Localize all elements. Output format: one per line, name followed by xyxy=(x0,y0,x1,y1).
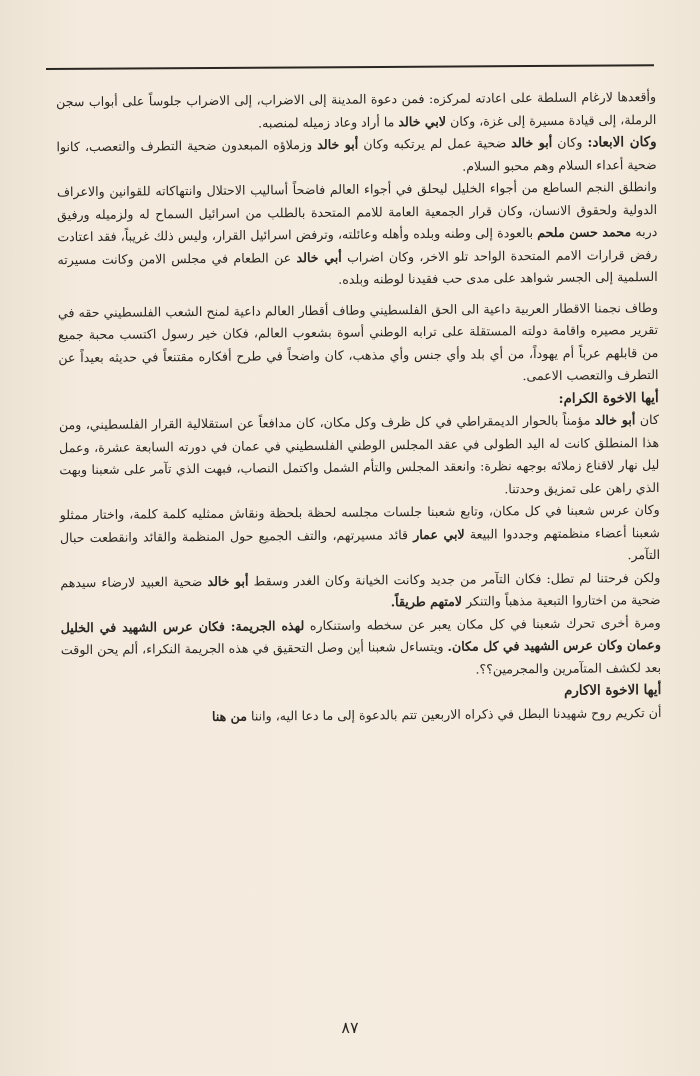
text-run: مؤمناً بالحوار الديمقراطي في كل ظرف وكل مكان، كان مدافعاً عن استقلالية القرار الفلسطيني، ومن هذا المنطلق كانت له اليد الطولى في عقد المجلس الوطني الفلسطيني في عمان في دورته السابعة عشرة، وعمل ليل نهار لاقناع زملائه بوجهه نظرة: وانعقد المجلس والتأم الشمل واكتمل النصاب، فبهت الذي تآمر على شعبنا وبهت الذي راهن على تمزيق وحدتنا. xyxy=(58,412,660,496)
paragraph xyxy=(60,499,661,572)
text-run: ويتساءل شعبنا أين وصل التحقيق في هذه الجريمة النكراء، ألم يحن الوقت بعد لكشف المتآمرين والمجرمين؟؟. xyxy=(60,638,662,677)
bold-text: محمد حسن ملحم xyxy=(537,224,632,241)
text-run: كان xyxy=(635,411,659,428)
bold-text: لامتهم طريقاً. xyxy=(390,593,463,610)
bold-text: أبي خالد xyxy=(296,249,342,265)
text-run: أن تكريم روح شهيدنا البطل في ذكراه الاربعين تتم بالدعوة إلى ما دعا اليه، واننا xyxy=(246,704,662,724)
text-run: وانطلق النجم الساطع من أجواء الخليل ليحلق في أجواء العالم فاضحاً أساليب الاحتلال وانتهاكاته للقوانين والاعراف الدولية ولحقوق الانسان، وكان قرار الجمعية العامة للامم المتحدة بالطلب من اسرائيل السماح له ولزميله ورفيق دربه xyxy=(56,178,658,240)
paragraph xyxy=(60,566,660,616)
text-run: وكان عرس شعبنا في كل مكان، وتابع شعبنا جلسات مجلسه لحظة بلحظة ونقاش ممثليه كلمة كلمة، واختار ممثلو شعبنا أعضاء منظمتهم وجددوا البيعة xyxy=(59,501,660,542)
bold-text: من هنا xyxy=(211,708,247,724)
paragraph xyxy=(56,86,656,136)
paragraph xyxy=(61,701,661,729)
bold-text: أبو خالد xyxy=(207,573,249,589)
text-run: عن الطعام في مجلس الامن وكانت مسيرته السلمية إلى الجسر شواهد على مدى حب فقيدنا لوطنه وبلده. xyxy=(57,249,658,287)
text-run: وأقعدها لارغام السلطة على اعادته لمركزه: فمن دعوة المدينة إلى الاضراب، إلى الاضراب جلوساً على أبواب سجن الرملة، إلى قيادة مسيرة إلى غزة، وكان xyxy=(56,88,657,129)
bold-text: أبو خالد xyxy=(594,412,636,428)
header-rule xyxy=(46,64,654,70)
text-run: وزملاؤه المبعدون ضحية التطرف والتعصب، كانوا ضحية أعداء السلام وهم محبو السلام. xyxy=(56,136,657,174)
text-run: ولكن فرحتنا لم تطل: فكان التآمر من جديد وكانت الخيانة وكان الغدر وسقط xyxy=(248,569,661,589)
heading-text: أيها الاخوة الاكارم xyxy=(564,681,662,699)
text-run: بالعودة إلى وطنه وبلده وأهله وعائلته، وترفض اسرائيل القرار، وليس ذلك غريباً، فقد اعتادت رفض قرارات الامم المتحدة الواحد تلو الاخر، وكان اضراب xyxy=(57,225,658,265)
paragraph xyxy=(56,131,656,181)
bold-text: لابي عمار xyxy=(413,526,465,542)
text-run: قائد مسيرتهم، والتف الجميع حول المنظمة والقائد وانقطعت حبال التآمر. xyxy=(59,526,661,563)
paragraph xyxy=(59,409,660,504)
bold-text: لهذه الجريمة: فكان عرس الشهيد في الخليل وعمان وكان عرس الشهيد في كل مكان. xyxy=(60,617,661,654)
page-number: ٨٧ xyxy=(341,1018,359,1037)
paragraph xyxy=(61,611,662,684)
text-run: ومرة أخرى تحرك شعبنا في كل مكان يعبر عن سخطه واستنكاره xyxy=(304,614,661,633)
paragraph xyxy=(57,176,658,294)
text-run: وطاف نجمنا الاقطار العربية داعية الى الحق الفلسطيني وطاف أقطار العالم داعية لمنح الشعب الفلسطيني حقه في تقرير مصيره واقامة دولته المستقلة على ترابه الوطني أسوة بشعوب العالم، فكان خير رسول اكتسب محبة جميع من قابلهم عرباً أم يهوداً، من أي بلد وأي جنس وأي مذهب، كان واضحاً في طرح أفكاره مقتنعاً في حديثه بعيداً عن التطرف والتعصب الاعمى. xyxy=(57,299,659,384)
bold-text: أبو خالد xyxy=(511,134,553,151)
bold-text: لابي خالد xyxy=(398,113,447,129)
text-run: ضحية العبيد لارضاء سيدهم ضحية من اختاروا التبعية مذهباً والتنكر xyxy=(60,573,661,609)
page-body xyxy=(56,86,662,729)
heading-text: أيها الاخوة الكرام: xyxy=(558,389,659,407)
paragraph xyxy=(58,296,659,391)
text-run: ما أراد وعاد زميله لمنصبه. xyxy=(258,113,399,130)
bold-text: أبو خالد xyxy=(317,136,359,152)
text-run: ضحية عمل لم يرتكبه وكان xyxy=(358,135,512,152)
text-run: وكان xyxy=(552,134,588,150)
inline-heading: وكان الابعاد: xyxy=(587,133,657,151)
